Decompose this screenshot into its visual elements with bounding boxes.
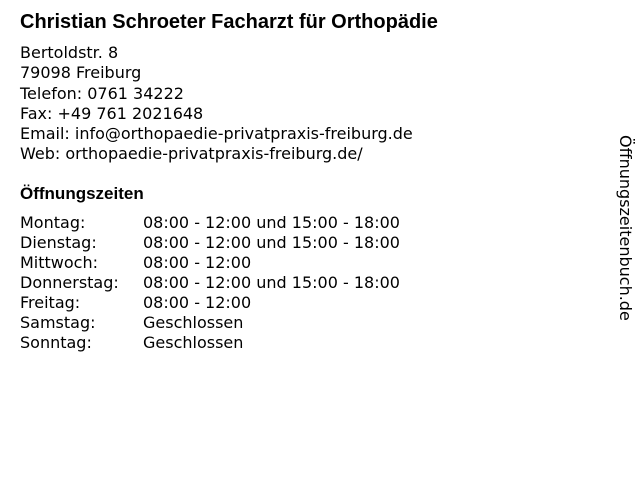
hours-value: 08:00 - 12:00 und 15:00 - 18:00 <box>143 273 400 292</box>
hours-value: 08:00 - 12:00 und 15:00 - 18:00 <box>143 213 400 232</box>
hours-value: Geschlossen <box>143 333 244 352</box>
website-link[interactable]: orthopaedie-privatpraxis-freiburg.de/ <box>65 144 363 164</box>
street-address: Bertoldstr. 8 <box>20 43 119 62</box>
phone-number-link[interactable]: 0761 34222 <box>87 83 184 103</box>
web-label: Web: <box>20 144 61 164</box>
hours-value: 08:00 - 12:00 und 15:00 - 18:00 <box>143 233 400 252</box>
hours-row-saturday <box>20 313 400 333</box>
hours-row-wednesday <box>20 253 400 273</box>
web-line <box>20 144 413 164</box>
contact-block <box>20 43 413 165</box>
email-line <box>20 124 413 144</box>
email-label: Email: <box>20 124 70 144</box>
day-label: Dienstag: <box>20 233 97 252</box>
day-label: Samstag: <box>20 313 96 332</box>
hours-row-sunday <box>20 333 400 353</box>
fax-line <box>20 104 413 124</box>
brand-watermark-link[interactable]: Öffnungszeitenbuch.de <box>616 135 635 321</box>
day-label: Donnerstag: <box>20 273 119 292</box>
phone-label: Telefon: <box>20 83 83 103</box>
page-title: Christian Schroeter Facharzt für Orthopädie <box>20 11 438 33</box>
day-label: Montag: <box>20 213 86 232</box>
opening-hours-heading: Öffnungszeiten <box>20 184 144 203</box>
phone-line <box>20 84 413 104</box>
city-address: 79098 Freiburg <box>20 63 142 83</box>
day-label: Mittwoch: <box>20 253 98 272</box>
fax-label: Fax: <box>20 103 53 123</box>
fax-number: +49 761 2021648 <box>57 103 204 123</box>
hours-row-monday <box>20 213 400 233</box>
opening-hours-table <box>20 213 400 353</box>
hours-value: 08:00 - 12:00 <box>143 293 252 312</box>
day-label: Freitag: <box>20 293 81 312</box>
hours-value: 08:00 - 12:00 <box>143 253 252 272</box>
hours-row-thursday <box>20 273 400 293</box>
hours-value: Geschlossen <box>143 313 244 332</box>
hours-row-friday <box>20 293 400 313</box>
hours-row-tuesday <box>20 233 400 253</box>
day-label: Sonntag: <box>20 333 92 352</box>
email-link[interactable]: info@orthopaedie-privatpraxis-freiburg.de <box>74 124 413 144</box>
